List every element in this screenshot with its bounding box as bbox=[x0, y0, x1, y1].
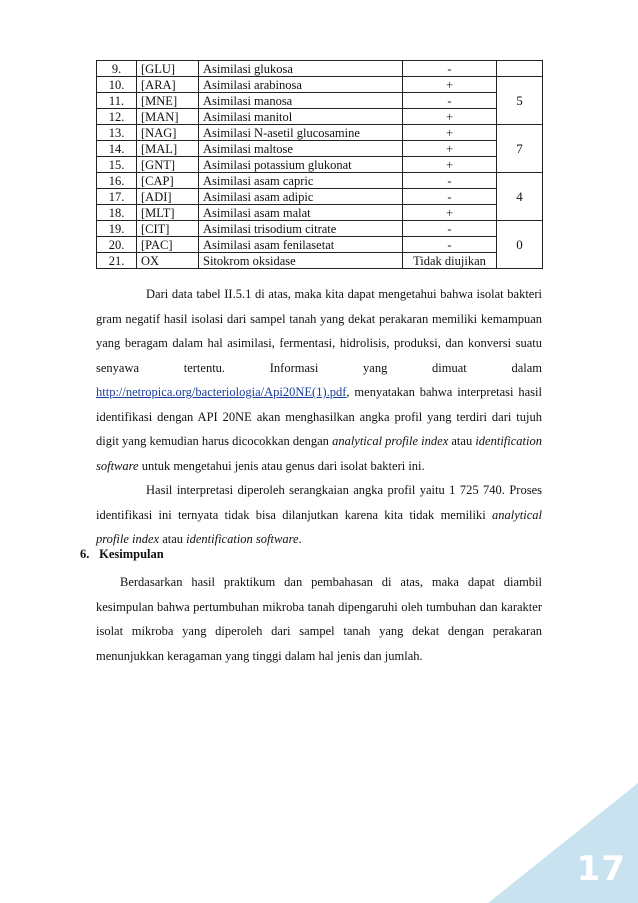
test-result: + bbox=[403, 109, 497, 125]
paragraph-1-text-a: Dari data tabel II.5.1 di atas, maka kita dapat mengetahui bahwa isolat bakteri gram negatif hasil isolasi dari sampel tanah yang dekat perakaran memiliki kemampuan yang beragam dalam hal asimilasi, fermentasi, hidrolisis, produksi, dan konversi suatu senyawa tertentu. Informasi yang dimuat dalam bbox=[96, 287, 542, 375]
test-name: Asimilasi asam adipic bbox=[199, 189, 403, 205]
row-number: 18. bbox=[97, 205, 137, 221]
test-code: [NAG] bbox=[137, 125, 199, 141]
section-number: 6. bbox=[80, 547, 90, 561]
test-code: [ADI] bbox=[137, 189, 199, 205]
paragraph-2-text-a: Hasil interpretasi diperoleh serangkaian angka profil yaitu 1 725 740. Proses identifikasi ini ternyata tidak bisa dilanjutkan karena kita tidak memiliki bbox=[96, 483, 542, 522]
row-number: 14. bbox=[97, 141, 137, 157]
test-result: + bbox=[403, 125, 497, 141]
paragraph-2-italic-1: analytical profile index bbox=[96, 507, 542, 546]
paragraph-2 bbox=[96, 478, 542, 552]
table-row bbox=[97, 237, 543, 253]
test-result: + bbox=[403, 205, 497, 221]
test-name: Asimilasi trisodium citrate bbox=[199, 221, 403, 237]
test-result: - bbox=[403, 93, 497, 109]
test-code: [GLU] bbox=[137, 61, 199, 77]
test-code: [GNT] bbox=[137, 157, 199, 173]
paragraph-1 bbox=[96, 282, 542, 478]
test-code: [CIT] bbox=[137, 221, 199, 237]
test-result: - bbox=[403, 61, 497, 77]
paragraph-1-text-c: atau bbox=[448, 434, 476, 448]
test-result: - bbox=[403, 237, 497, 253]
row-number: 12. bbox=[97, 109, 137, 125]
paragraph-2-text-b: atau bbox=[159, 532, 187, 546]
test-result: - bbox=[403, 221, 497, 237]
test-name: Asimilasi maltose bbox=[199, 141, 403, 157]
test-code: [MAN] bbox=[137, 109, 199, 125]
group-score: 0 bbox=[497, 221, 543, 269]
test-code: [ARA] bbox=[137, 77, 199, 93]
section-heading bbox=[80, 547, 164, 562]
test-name: Sitokrom oksidase bbox=[199, 253, 403, 269]
test-name: Asimilasi manosa bbox=[199, 93, 403, 109]
row-number: 19. bbox=[97, 221, 137, 237]
test-result: + bbox=[403, 77, 497, 93]
conclusion-text bbox=[96, 570, 542, 668]
row-number: 15. bbox=[97, 157, 137, 173]
row-number: 10. bbox=[97, 77, 137, 93]
group-score: 7 bbox=[497, 125, 543, 173]
table-row bbox=[97, 157, 543, 173]
paragraph-1-text-b: , menyatakan bahwa interpretasi hasil identifikasi dengan API 20NE akan menghasilkan angka profil yang terdiri dari tujuh digit yang kemudian harus dicocokkan dengan bbox=[96, 385, 542, 448]
test-code: [CAP] bbox=[137, 173, 199, 189]
test-name: Asimilasi asam malat bbox=[199, 205, 403, 221]
test-code: [MNE] bbox=[137, 93, 199, 109]
row-number: 17. bbox=[97, 189, 137, 205]
group-score: 4 bbox=[497, 173, 543, 221]
conclusion-paragraph: Berdasarkan hasil praktikum dan pembahasan di atas, maka dapat diambil kesimpulan bahwa pertumbuhan mikroba tanah dipengaruhi oleh tumbuhan dan karakter isolat mikroba yang diperoleh dari sampel tanah yang dekat dengan perakaran menunjukkan keragaman yang tinggi dalam hal jenis dan jumlah. bbox=[96, 575, 542, 663]
paragraph-2-text-c: . bbox=[298, 532, 302, 546]
section-title: Kesimpulan bbox=[99, 547, 164, 561]
page-number: 17 bbox=[576, 849, 626, 889]
test-code: [MLT] bbox=[137, 205, 199, 221]
row-number: 20. bbox=[97, 237, 137, 253]
paragraph-1-italic-1: analytical profile index bbox=[332, 434, 449, 448]
row-number: 9. bbox=[97, 61, 137, 77]
paragraph-1-italic-2: identification software bbox=[96, 434, 542, 473]
test-name: Asimilasi N-asetil glucosamine bbox=[199, 125, 403, 141]
test-code: [MAL] bbox=[137, 141, 199, 157]
test-name: Asimilasi manitol bbox=[199, 109, 403, 125]
table-row bbox=[97, 221, 543, 237]
table-row bbox=[97, 93, 543, 109]
paragraph-1-text-d: untuk mengetahui jenis atau genus dari isolat bakteri ini. bbox=[138, 458, 425, 473]
table-row bbox=[97, 189, 543, 205]
row-number: 21. bbox=[97, 253, 137, 269]
test-name: Asimilasi glukosa bbox=[199, 61, 403, 77]
table-row bbox=[97, 141, 543, 157]
test-result: - bbox=[403, 189, 497, 205]
row-number: 11. bbox=[97, 93, 137, 109]
reference-link[interactable]: http://netropica.org/bacteriologia/Api20NE(1).pdf bbox=[96, 385, 347, 399]
test-result: Tidak diujikan bbox=[403, 253, 497, 269]
test-name: Asimilasi potassium glukonat bbox=[199, 157, 403, 173]
discussion-text bbox=[96, 282, 542, 552]
table-row bbox=[97, 205, 543, 221]
test-result: + bbox=[403, 157, 497, 173]
test-result: + bbox=[403, 141, 497, 157]
table-row bbox=[97, 61, 543, 77]
test-name: Asimilasi arabinosa bbox=[199, 77, 403, 93]
row-number: 16. bbox=[97, 173, 137, 189]
test-result: - bbox=[403, 173, 497, 189]
test-code: OX bbox=[137, 253, 199, 269]
table-row bbox=[97, 109, 543, 125]
paragraph-2-italic-2: identification software bbox=[186, 532, 299, 546]
api20ne-results-table bbox=[96, 60, 543, 269]
table-row bbox=[97, 125, 543, 141]
group-score: 5 bbox=[497, 77, 543, 125]
row-number: 13. bbox=[97, 125, 137, 141]
group-empty-cell bbox=[497, 61, 543, 77]
table-row bbox=[97, 173, 543, 189]
test-name: Asimilasi asam fenilasetat bbox=[199, 237, 403, 253]
table-row bbox=[97, 253, 543, 269]
test-code: [PAC] bbox=[137, 237, 199, 253]
test-name: Asimilasi asam capric bbox=[199, 173, 403, 189]
table-row bbox=[97, 77, 543, 93]
